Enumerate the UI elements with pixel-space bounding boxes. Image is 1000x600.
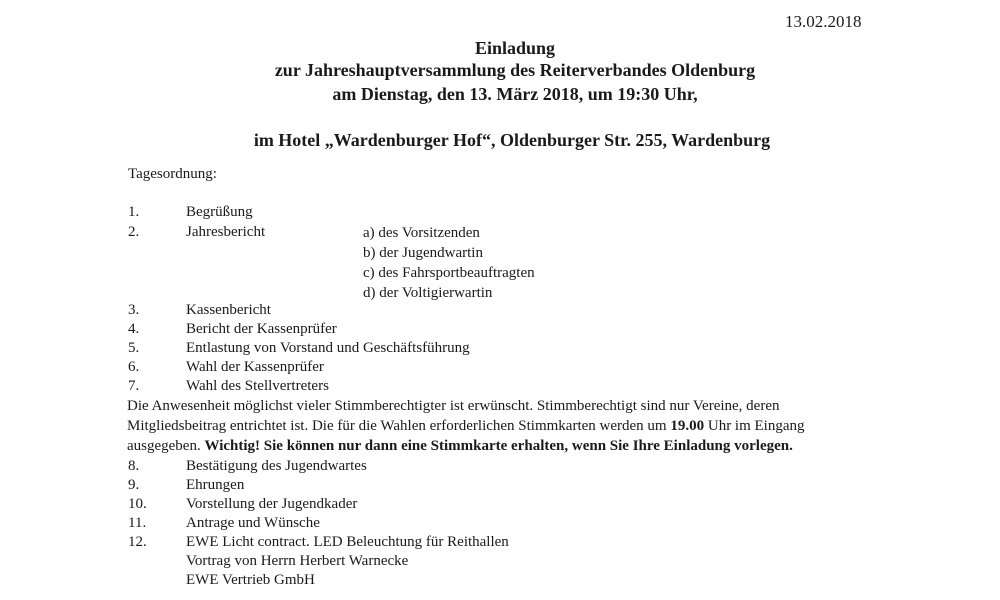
item-number: 4. (128, 321, 140, 337)
heading-location: im Hotel „Wardenburger Hof“, Oldenburger Str. 255, Wardenburg (253, 130, 771, 150)
item-text: Antrage und Wünsche (186, 515, 320, 531)
item-text: Ehrungen (186, 477, 245, 493)
item-detail: Vortrag von Herrn Herbert Warnecke (186, 553, 409, 569)
heading-subtitle: zur Jahreshauptversammlung des Reiterverbandes Oldenburg (274, 60, 756, 80)
agenda-label: Tagesordnung: (128, 166, 217, 182)
sub-item: d) der Voltigierwartin (363, 285, 493, 301)
item-text: Entlastung von Vorstand und Geschäftsführung (186, 340, 470, 356)
heading-title: Einladung (474, 38, 556, 58)
sub-item: b) der Jugendwartin (363, 245, 483, 261)
item-text: Begrüßung (186, 204, 253, 220)
item-text: Wahl der Kassenprüfer (186, 359, 324, 375)
notice-line: Mitgliedsbeitrag entrichtet ist. Die für die Wahlen erforderlichen Stimmkarten werden um 19.00 Uhr im Eingang (127, 418, 805, 434)
sub-item: a) des Vorsitzenden (363, 225, 480, 241)
notice-line: Die Anwesenheit möglichst vieler Stimmberechtigter ist erwünscht. Stimmberechtigt sind nur Vereine, deren (127, 398, 780, 414)
item-number: 10. (128, 496, 147, 512)
item-text: EWE Licht contract. LED Beleuchtung für Reithallen (186, 534, 509, 550)
sub-item: c) des Fahrsportbeauftragten (363, 265, 535, 281)
item-text: Vorstellung der Jugendkader (186, 496, 358, 512)
item-number: 9. (128, 477, 140, 493)
item-number: 2. (128, 224, 140, 240)
item-number: 1. (128, 204, 140, 220)
item-number: 6. (128, 359, 140, 375)
item-number: 3. (128, 302, 140, 318)
notice-important: Wichtig! Sie können nur dann eine Stimmkarte erhalten, wenn Sie Ihre Einladung vorlegen. (204, 438, 793, 454)
item-text: Bericht der Kassenprüfer (186, 321, 337, 337)
item-text: Jahresbericht (186, 224, 266, 240)
document-date: 13.02.2018 (785, 12, 862, 31)
item-number: 11. (128, 515, 147, 531)
item-detail: EWE Vertrieb GmbH (186, 572, 315, 588)
item-text: Kassenbericht (186, 302, 271, 318)
notice-time: 19.00 (670, 418, 705, 434)
item-number: 7. (128, 378, 140, 394)
heading-date-time: am Dienstag, den 13. März 2018, um 19:30 Uhr, (332, 84, 698, 104)
item-number: 5. (128, 340, 140, 356)
item-text: Wahl des Stellvertreters (186, 378, 329, 394)
item-number: 8. (128, 458, 140, 474)
item-text: Bestätigung des Jugendwartes (186, 458, 367, 474)
item-number: 12. (128, 534, 147, 550)
notice-line: ausgegeben. Wichtig! Sie können nur dann eine Stimmkarte erhalten, wenn Sie Ihre Einladung vorlegen. (127, 438, 793, 454)
